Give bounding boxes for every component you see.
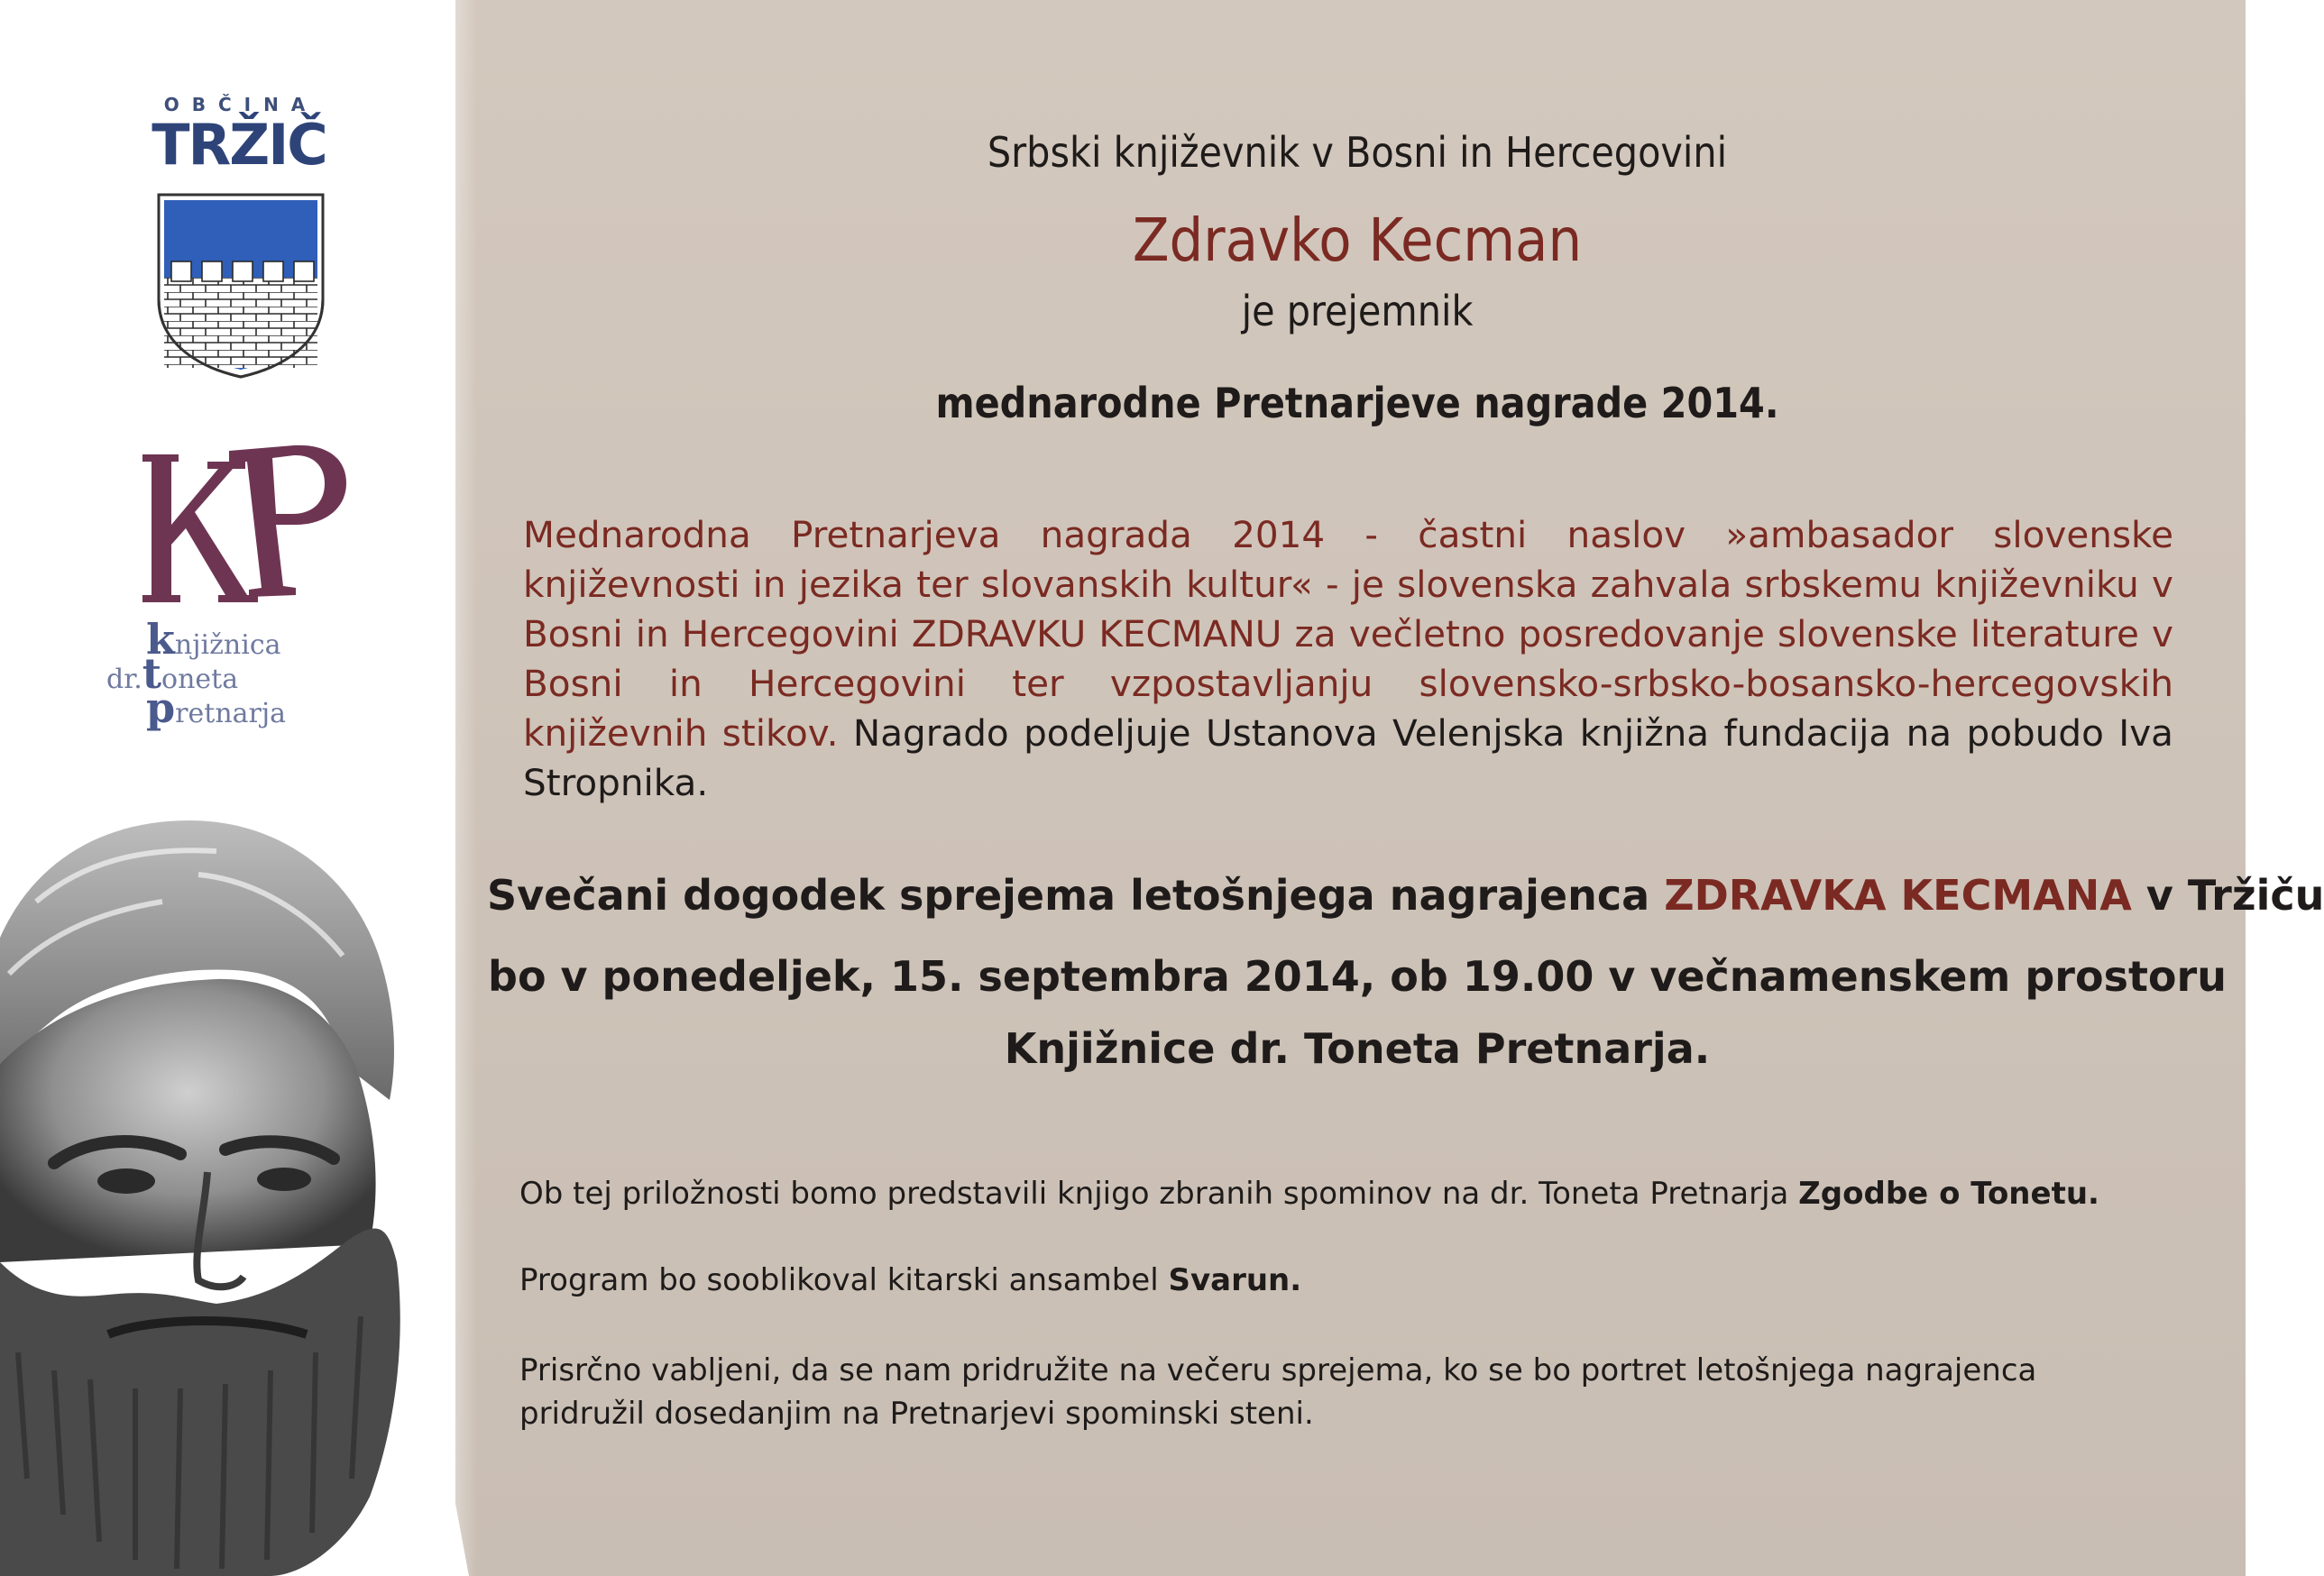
laureate-name: Zdravko Kecman xyxy=(1132,206,1583,275)
library-initial-p: p xyxy=(146,683,176,732)
recipient-line: je prejemnik xyxy=(1241,287,1474,335)
library-line2: oneta xyxy=(161,664,239,695)
crest-icon xyxy=(155,191,326,379)
subtitle: Srbski književnik v Bosni in Hercegovini xyxy=(987,128,1728,177)
award-description xyxy=(523,510,2173,808)
event-line-1a: Svečani dogodek sprejema letošnjega nagrajenca xyxy=(487,871,1665,920)
event-laureate-name: ZDRAVKA KECMANA xyxy=(1664,871,2132,920)
award-description-black: Nagrado podeljuje Ustanova Velenjska knjižna fundacija na pobudo Iva Stropnika. xyxy=(523,711,2173,804)
library-name-logo xyxy=(106,615,341,732)
invitation-note: Prisrčno vabljeni, da se nam pridružite na večeru sprejema, ko se bo portret letošnjega nagrajenca pridružil dosedanjim na Pretnarjevi spominski steni. xyxy=(519,1352,2037,1432)
event-line-1b: v Tržiču xyxy=(2131,871,2324,920)
book-note xyxy=(519,1172,2197,1215)
music-note-text: Program bo sooblikoval kitarski ansambel xyxy=(519,1262,1169,1298)
library-prefix: dr. xyxy=(106,664,142,695)
book-note-text: Ob tej priložnosti bomo predstavili knjigo zbranih spominov na dr. Toneta Pretnarja xyxy=(519,1176,1799,1212)
award-description-red: Mednarodna Pretnarjeva nagrada 2014 - častni naslov »ambasador slovenske književnosti in jezika ter slovanskih kultur« - je slovenska zahvala srbskemu književniku v Bosni in Hercegovini ZDRAVKU KECMANU za večletno posredovanje slovenske literature v Bosni in Hercegovini ter vzpostavljanju slovensko-srbsko-bosansko-hercegovskih književnih stikov. xyxy=(523,513,2173,755)
library-line3: retnarja xyxy=(175,698,287,729)
book-title: Zgodbe o Tonetu. xyxy=(1798,1176,2099,1212)
library-monogram-logo xyxy=(135,442,361,622)
event-line-2: bo v ponedeljek, 15. septembra 2014, ob 19.00 v večnamenskem prostoru xyxy=(488,952,2227,1001)
author-portrait xyxy=(0,793,469,1576)
ensemble-name: Svarun. xyxy=(1168,1262,1302,1298)
library-initial-k: k xyxy=(146,615,175,664)
library-line1: njižnica xyxy=(174,629,281,661)
library-initial-t: t xyxy=(142,649,162,698)
municipality-name: TRŽIČ xyxy=(152,112,326,178)
event-line-3: Knjižnice dr. Toneta Pretnarja. xyxy=(1004,1024,1711,1073)
municipality-label: OBČINA xyxy=(163,94,318,115)
event-line-1 xyxy=(487,871,2324,920)
award-title: mednarodne Pretnarjeve nagrade 2014. xyxy=(935,379,1779,427)
music-note xyxy=(519,1259,2197,1302)
